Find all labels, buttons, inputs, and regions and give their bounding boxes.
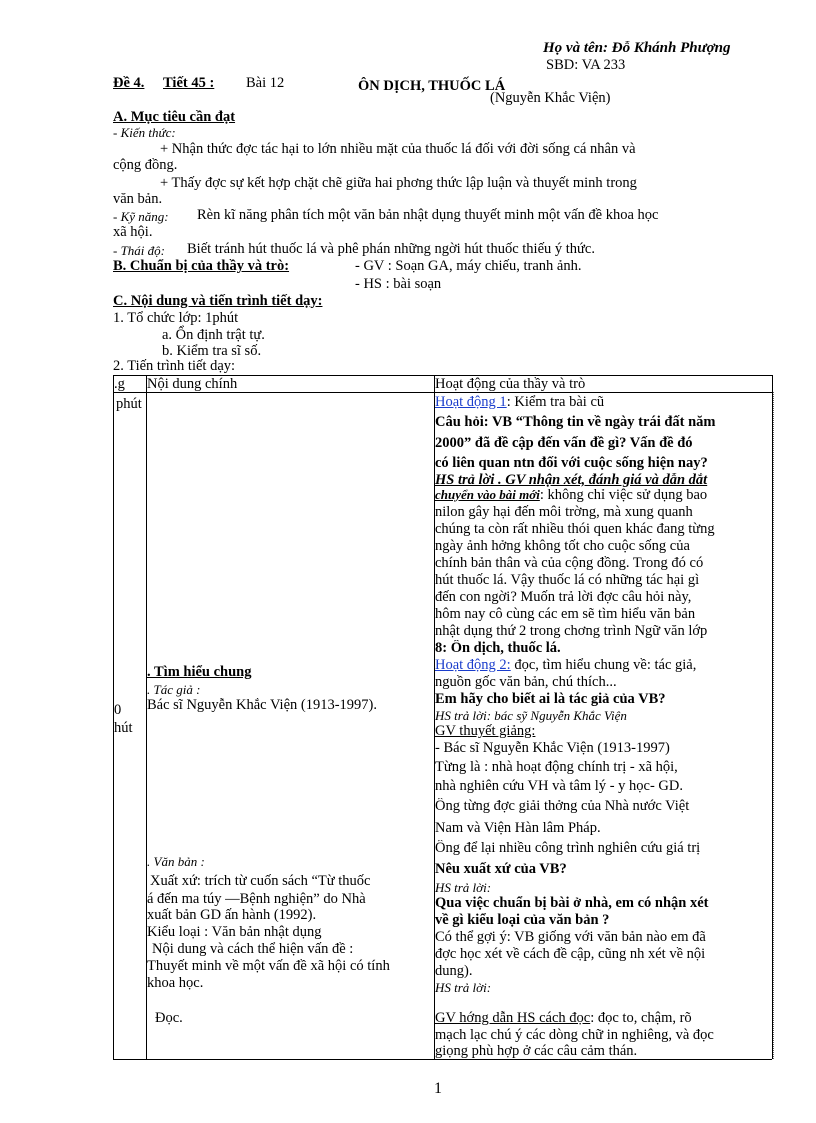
tac-gia-line-5: Nam và Viện Hàn lâm Pháp. — [435, 820, 601, 836]
question-1-line-1: Câu hỏi: VB “Thông tin về ngày trái đất năm — [435, 414, 716, 430]
gv-huong-dan — [435, 1010, 772, 1027]
goi-y-2: đợc học xét về cách đề cập, cũng nh xét về nội — [435, 946, 706, 962]
kien-thuc-2: + Thấy đợc sự kết hợp chặt chẽ giữa hai phơng thức lập luận và thuyết minh trong — [160, 175, 637, 191]
kien-thuc-1-cont: cộng đồng. — [113, 157, 178, 173]
tac-gia-text: Bác sĩ Nguyễn Khắc Viện (1913-1997). — [147, 697, 378, 713]
hoat-dong-1-rest: : Kiểm tra bài cũ — [506, 394, 605, 410]
hs-tra-loi-1: HS trả lời . GV nhận xét, đánh giá và dẫn dắt — [435, 472, 708, 488]
header-content: Nội dung chính — [147, 376, 238, 392]
tim-hieu-chung: . Tìm hiểu chung — [147, 664, 252, 680]
chuyen-bai-moi — [435, 487, 772, 504]
prep-gv: - GV : Soạn GA, máy chiếu, tranh ảnh. — [355, 258, 582, 274]
intro-line-2: chúng ta còn rất nhiều thói quen khác đang từng — [435, 521, 715, 537]
hoat-dong-2 — [435, 657, 772, 674]
doc-label: Đọc. — [155, 1010, 183, 1026]
time-2-unit: hút — [114, 720, 133, 736]
kien-thuc-2-cont: văn bản. — [113, 191, 163, 207]
header-time: .g — [114, 376, 125, 392]
lesson-title: ÔN DỊCH, THUỐC LÁ — [358, 78, 506, 94]
hoat-dong-1 — [435, 394, 772, 411]
tac-gia-line-2 — [435, 759, 772, 776]
ky-nang-cont: xã hội. — [113, 224, 153, 240]
gv-huong-dan-label: GV hớng dẫn HS cách đọc — [435, 1010, 591, 1026]
gv-thuyet-giang: GV thuyết giảng: — [435, 723, 536, 739]
page-number: 1 — [434, 1080, 442, 1097]
intro-line-3: ngày ảnh hởng không tốt cho cuộc sống của — [435, 538, 690, 554]
prep-hs: - HS : bài soạn — [355, 276, 442, 292]
student-name: Họ và tên: Đỗ Khánh Phượng — [543, 40, 731, 56]
hs-tra-loi-4: HS trả lời: — [435, 980, 492, 995]
chuyen-bai-label: chuyển vào bài mới — [435, 487, 540, 502]
tac-gia-la: là : nhà hoạt động chính trị - xã hội, — [470, 759, 678, 775]
gv-huong-dan-3: giọng phù hợp ở các câu cảm thán. — [435, 1043, 638, 1059]
intro-line-8: nhật dụng thứ 2 trong chơng trình Ngữ văn lớp — [435, 623, 708, 639]
student-id: SBD: VA 233 — [546, 57, 626, 73]
kieu-loai: Kiểu loại : Văn bản nhật dụng — [147, 924, 322, 940]
tac-gia-line-6: Ông để lại nhiều công trình nghiên cứu giá trị — [435, 840, 701, 856]
section-a-heading: A. Mục tiêu cần đạt — [113, 109, 236, 125]
xuat-xu-1: Xuất xứ: trích từ cuốn sách “Từ thuốc — [150, 873, 371, 889]
intro-line-7: hôm nay cô cùng các em sẽ tìm hiểu văn bản — [435, 606, 696, 622]
hoat-dong-2-rest: đọc, tìm hiểu chung về: tác giả, — [510, 657, 697, 673]
lesson-author: (Nguyễn Khắc Viện) — [490, 90, 611, 106]
kien-thuc-1: + Nhận thức đợc tác hại to lớn nhiều mặt của thuốc lá đối với đời sống cá nhân và — [160, 141, 636, 157]
to-chuc-lop: 1. Tổ chức lớp: 1phút — [113, 310, 239, 326]
hoat-dong-2-link[interactable]: Hoạt động 2: — [435, 657, 511, 673]
question-kieu-loai-2: về gì kiểu loại của văn bản ? — [435, 912, 610, 928]
table-divider-1 — [146, 375, 147, 1059]
hoat-dong-2-cont: nguồn gốc văn bản, chú thích... — [435, 674, 617, 690]
hoat-dong-1-link[interactable]: Hoạt động 1 — [435, 394, 507, 410]
noi-dung-3: khoa học. — [147, 975, 204, 991]
thai-do-text: Biết tránh hút thuốc lá và phê phán những ngời hút thuốc thiếu ý thức. — [187, 241, 595, 257]
time-2-number: 0 — [114, 702, 122, 718]
hs-tra-loi-2: HS trả lời: bác sỹ Nguyễn Khắc Viện — [435, 708, 627, 723]
tiet-number: Tiết 45 : — [163, 75, 215, 91]
table-dotted-edge — [773, 392, 774, 1059]
thai-do-label: - Thái độ: — [113, 243, 165, 258]
goi-y-1: Có thể gợi ý: VB giống với văn bản nào em đã — [435, 929, 706, 945]
noi-dung-2: Thuyết minh về một vấn đề xã hội có tính — [147, 958, 390, 974]
intro-line-9: 8: Ôn dịch, thuốc lá. — [435, 640, 561, 656]
time-1: phút — [116, 396, 142, 412]
tien-trinh: 2. Tiến trình tiết dạy: — [113, 358, 236, 374]
section-c-heading: C. Nội dung và tiến trình tiết dạy: — [113, 293, 323, 309]
question-tac-gia: Em hãy cho biết ai là tác giả của VB? — [435, 691, 666, 707]
header-activity: Hoạt động của thầy và trò — [435, 376, 586, 392]
bai-number: Bài 12 — [246, 75, 285, 91]
tac-gia-tung: Từng — [435, 759, 467, 775]
tac-gia-line-3: nhà nghiên cứu VH và tâm lý - y học- GD. — [435, 778, 683, 794]
de-number: Đề 4. — [113, 75, 145, 91]
chuyen-bai-rest: : không chỉ việc sử dụng bao — [539, 487, 708, 503]
on-dinh: a. Ổn định trật tự. — [162, 327, 265, 343]
kiem-tra-si-so: b. Kiểm tra sĩ số. — [162, 343, 262, 359]
intro-line-5: hút thuốc lá. Vậy thuốc lá có những tác hại gì — [435, 572, 700, 588]
kien-thuc-label: - Kiến thức: — [113, 125, 176, 140]
question-kieu-loai-1: Qua việc chuẩn bị bài ở nhà, em có nhận xét — [435, 895, 709, 911]
tac-gia-line-4: Ông từng đợc giải thởng của Nhà nước Việt — [435, 798, 690, 814]
question-xuat-xu: Nêu xuất xứ của VB? — [435, 861, 567, 877]
intro-line-4: chính bản thân và của cộng đồng. Trong đó có — [435, 555, 704, 571]
question-1-line-3: có liên quan ntn đối với cuộc sống hiện nay? — [435, 455, 708, 471]
section-b-heading: B. Chuẩn bị của thầy và trò: — [113, 258, 290, 274]
intro-line-1: nilon gây hại đến môi trờng, mà xung quanh — [435, 504, 693, 520]
question-1-line-2: 2000” đã đề cập đến vấn đề gì? Vấn đề đó — [435, 435, 693, 451]
van-ban-label: . Văn bản : — [147, 854, 205, 869]
intro-line-6: đến con ngời? Muốn trả lời đợc câu hỏi này, — [435, 589, 692, 605]
noi-dung-1: Nội dung và cách thể hiện vấn đề : — [152, 941, 354, 957]
tac-gia-label: . Tác giả : — [147, 682, 201, 697]
goi-y-3: dung). — [435, 963, 473, 979]
hs-tra-loi-3: HS trả lời: — [435, 880, 492, 895]
tac-gia-line-1: - Bác sĩ Nguyễn Khắc Viện (1913-1997) — [435, 740, 670, 756]
ky-nang-text: Rèn kĩ năng phân tích một văn bản nhật dụng thuyết minh một vấn đề khoa học — [197, 207, 659, 223]
gv-huong-dan-2: mạch lạc chú ý các dòng chữ in nghiêng, và đọc — [435, 1027, 714, 1043]
xuat-xu-3: xuất bản GD ấn hành (1992). — [147, 907, 317, 923]
gv-huong-dan-rest: : đọc to, chậm, rõ — [590, 1010, 692, 1026]
xuat-xu-2: á đến ma túy —Bệnh nghiện” do Nhà — [147, 891, 366, 907]
ky-nang-label: - Kỹ năng: — [113, 209, 169, 224]
